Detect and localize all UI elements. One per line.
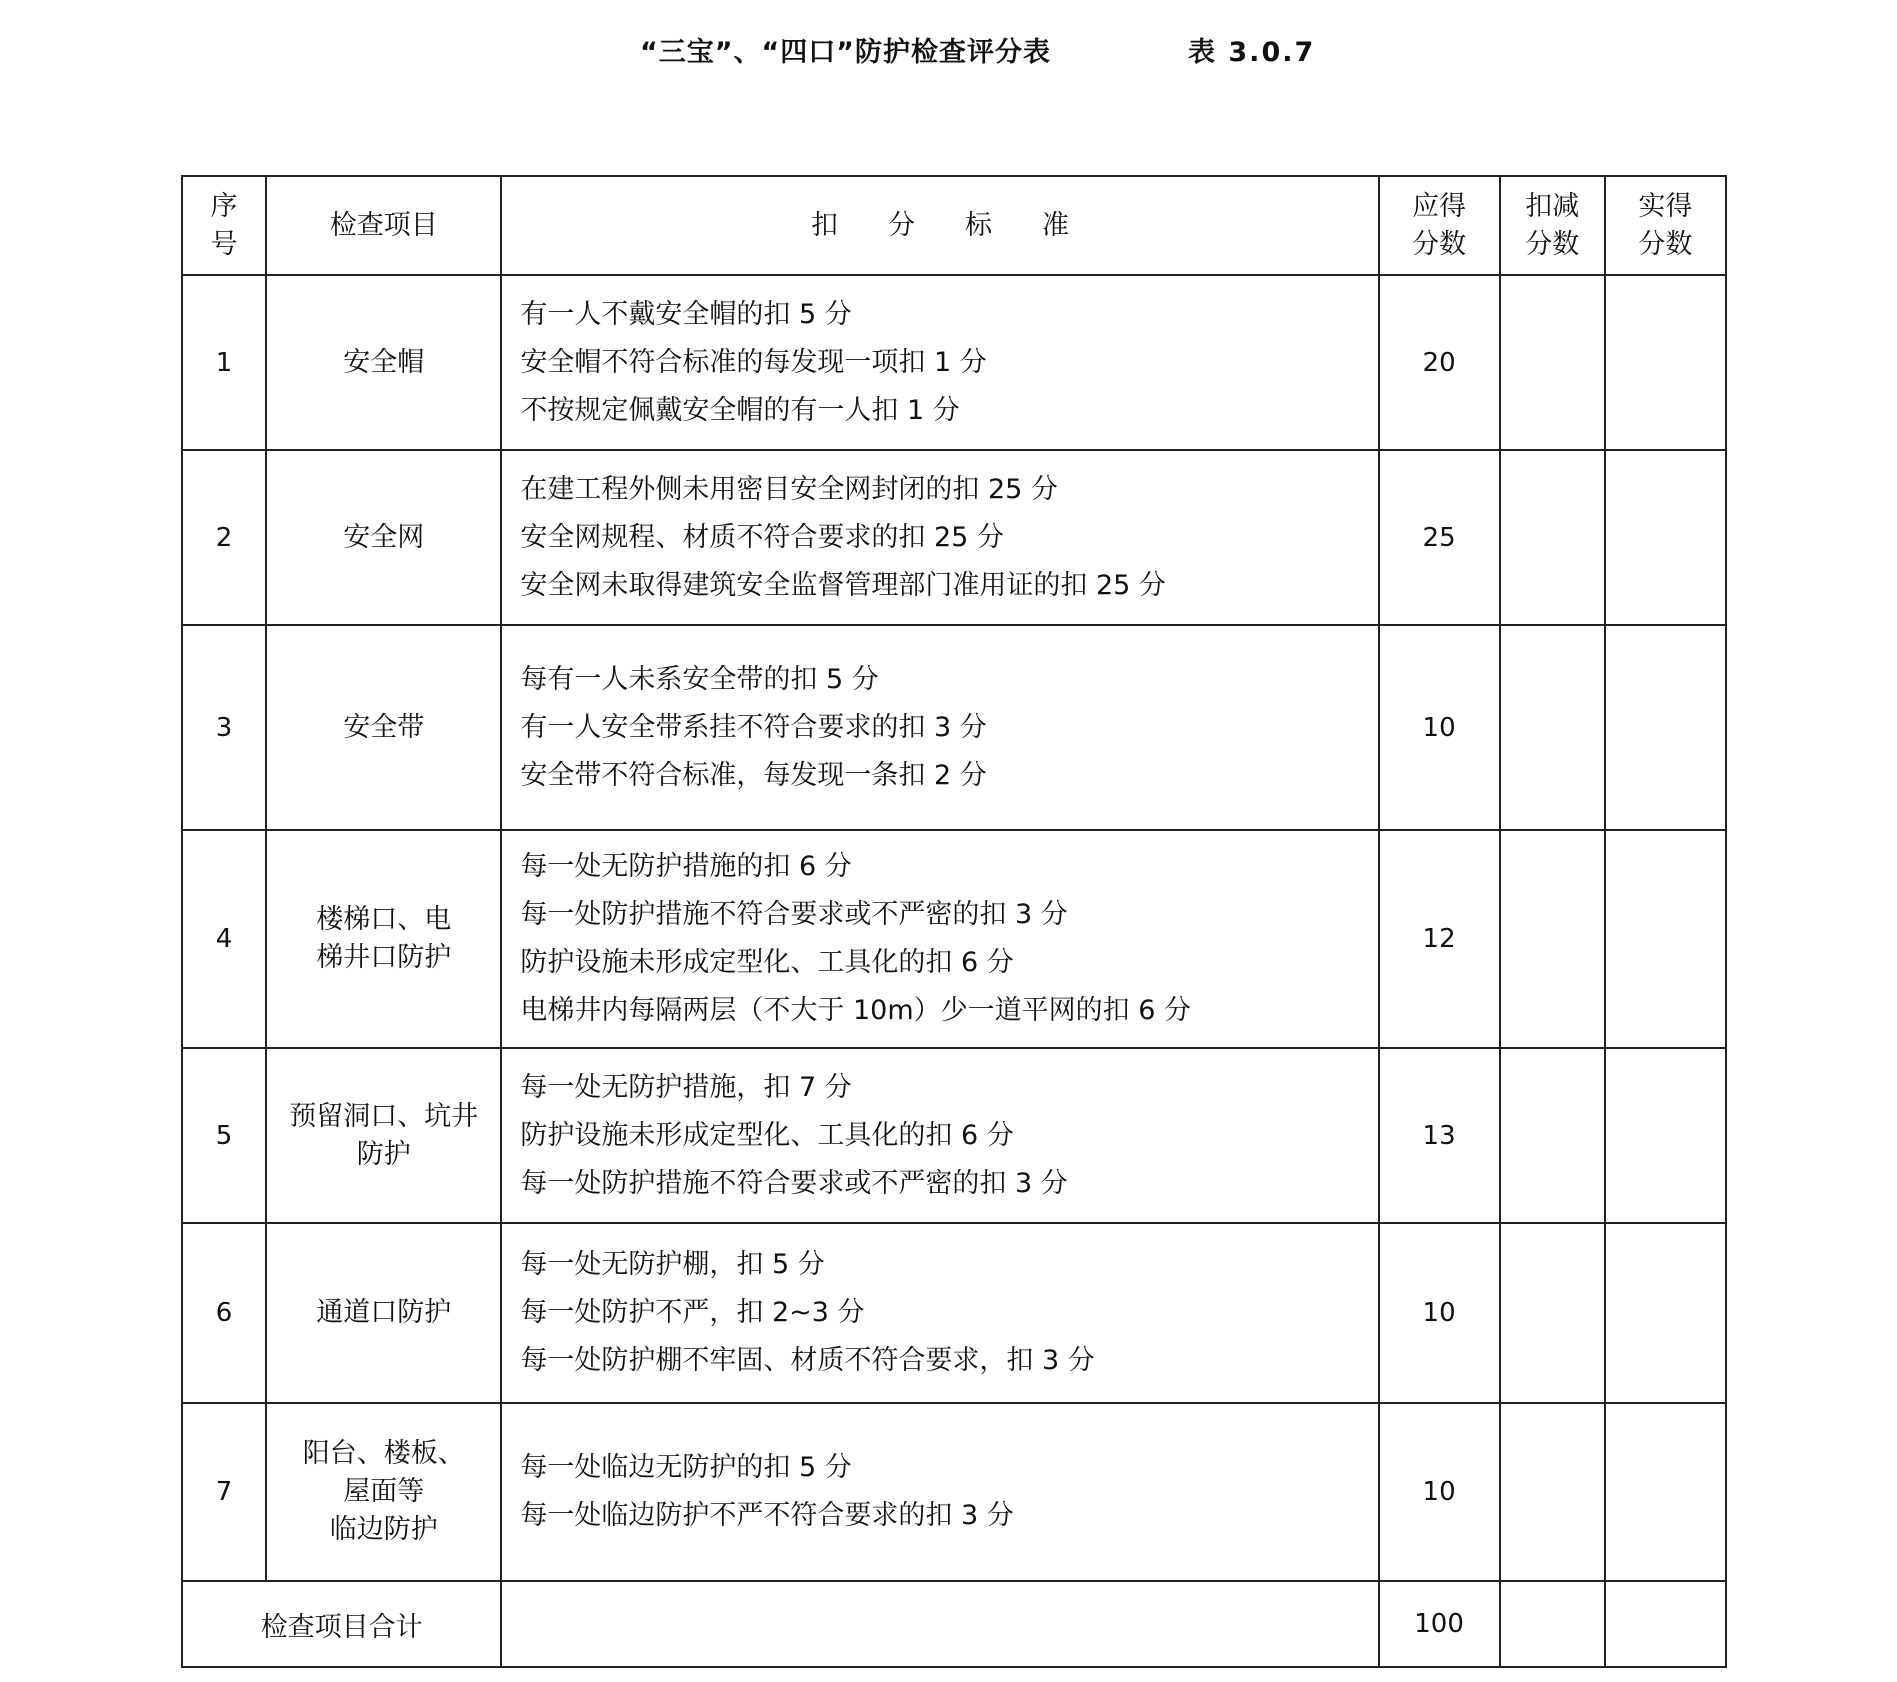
row-criteria bbox=[501, 275, 1378, 450]
row-criteria bbox=[501, 625, 1378, 830]
row-item-line: 临边防护 bbox=[329, 1514, 438, 1545]
criteria-line: 在建工程外侧未用密目安全网封闭的扣 25 分 bbox=[520, 473, 1058, 505]
row-seq: 4 bbox=[182, 830, 266, 1048]
criteria-line: 每一处防护棚不牢固、材质不符合要求，扣 3 分 bbox=[520, 1345, 1095, 1376]
criteria-line: 防护设施未形成定型化、工具化的扣 6 分 bbox=[520, 947, 1014, 978]
row-criteria bbox=[501, 830, 1378, 1048]
header-deducted-line: 分数 bbox=[1525, 228, 1580, 260]
header-actual bbox=[1605, 176, 1726, 275]
table-number: 表 3.0.7 bbox=[1188, 37, 1316, 68]
total-actual-cell[interactable] bbox=[1605, 1581, 1726, 1667]
table-header-row bbox=[182, 176, 1726, 275]
criteria-line: 每一处临边防护不严不符合要求的扣 3 分 bbox=[520, 1500, 1014, 1531]
row-item-line: 防护 bbox=[356, 1138, 411, 1170]
row-actual-cell[interactable] bbox=[1605, 830, 1726, 1048]
row-deducted-cell[interactable] bbox=[1500, 450, 1605, 625]
row-item bbox=[266, 275, 501, 450]
total-row bbox=[182, 1581, 1726, 1667]
row-item-line: 梯井口防护 bbox=[316, 942, 452, 973]
row-item bbox=[266, 830, 501, 1048]
row-item-line: 屋面等 bbox=[343, 1476, 425, 1507]
criteria-line: 每一处无防护措施，扣 7 分 bbox=[520, 1071, 852, 1103]
table-row bbox=[182, 450, 1726, 625]
row-item bbox=[266, 1403, 501, 1581]
row-item bbox=[266, 625, 501, 830]
criteria-line: 不按规定佩戴安全帽的有一人扣 1 分 bbox=[520, 394, 960, 426]
row-full-score: 10 bbox=[1379, 1403, 1500, 1581]
row-criteria bbox=[501, 1403, 1378, 1581]
total-label: 检查项目合计 bbox=[182, 1581, 501, 1667]
document-title: “三宝”、“四口”防护检查评分表 bbox=[640, 37, 1051, 68]
row-actual-cell[interactable] bbox=[1605, 275, 1726, 450]
row-deducted-cell[interactable] bbox=[1500, 1048, 1605, 1223]
row-actual-cell[interactable] bbox=[1605, 450, 1726, 625]
table-row bbox=[182, 830, 1726, 1048]
table-row bbox=[182, 1403, 1726, 1581]
header-full-score-line: 分数 bbox=[1412, 228, 1467, 260]
criteria-line: 每一处防护不严，扣 2~3 分 bbox=[520, 1297, 865, 1328]
criteria-line: 每一处无防护棚，扣 5 分 bbox=[520, 1249, 825, 1280]
row-actual-cell[interactable] bbox=[1605, 1223, 1726, 1403]
criteria-line: 防护设施未形成定型化、工具化的扣 6 分 bbox=[520, 1119, 1014, 1151]
row-actual-cell[interactable] bbox=[1605, 1403, 1726, 1581]
header-deducted-line: 扣减 bbox=[1525, 190, 1580, 222]
header-item: 检查项目 bbox=[266, 176, 501, 275]
row-seq: 6 bbox=[182, 1223, 266, 1403]
row-item-line: 楼梯口、电 bbox=[316, 904, 452, 935]
table-row bbox=[182, 1048, 1726, 1223]
header-seq bbox=[182, 176, 266, 275]
row-item bbox=[266, 1223, 501, 1403]
row-item-line: 阳台、楼板、 bbox=[302, 1438, 465, 1469]
row-seq: 2 bbox=[182, 450, 266, 625]
criteria-line: 每一处防护措施不符合要求或不严密的扣 3 分 bbox=[520, 899, 1068, 930]
criteria-line: 安全网未取得建筑安全监督管理部门准用证的扣 25 分 bbox=[520, 569, 1166, 601]
criteria-line: 有一人安全带系挂不符合要求的扣 3 分 bbox=[520, 711, 987, 743]
header-seq-line: 序 bbox=[210, 190, 238, 222]
criteria-line: 每一处无防护措施的扣 6 分 bbox=[520, 851, 852, 882]
header-full-score-line: 应得 bbox=[1412, 190, 1467, 222]
header-actual-line: 实得 bbox=[1638, 190, 1693, 222]
criteria-line: 安全网规程、材质不符合要求的扣 25 分 bbox=[520, 521, 1004, 553]
row-actual-cell[interactable] bbox=[1605, 625, 1726, 830]
row-criteria bbox=[501, 1223, 1378, 1403]
row-item-line: 安全带 bbox=[343, 711, 425, 743]
criteria-line: 有一人不戴安全帽的扣 5 分 bbox=[520, 298, 852, 330]
total-criteria bbox=[501, 1581, 1378, 1667]
criteria-line: 安全带不符合标准，每发现一条扣 2 分 bbox=[520, 759, 987, 791]
row-deducted-cell[interactable] bbox=[1500, 830, 1605, 1048]
row-item-line: 安全网 bbox=[343, 521, 425, 553]
row-criteria bbox=[501, 1048, 1378, 1223]
row-seq: 7 bbox=[182, 1403, 266, 1581]
row-actual-cell[interactable] bbox=[1605, 1048, 1726, 1223]
row-item-line: 通道口防护 bbox=[316, 1297, 452, 1328]
header-criteria-label: 扣分标准 bbox=[810, 209, 1119, 241]
criteria-line: 电梯井内每隔两层（不大于 10m）少一道平网的扣 6 分 bbox=[520, 995, 1191, 1026]
row-item bbox=[266, 450, 501, 625]
row-full-score: 20 bbox=[1379, 275, 1500, 450]
table-row bbox=[182, 625, 1726, 830]
header-criteria bbox=[501, 176, 1378, 275]
row-full-score: 12 bbox=[1379, 830, 1500, 1048]
row-deducted-cell[interactable] bbox=[1500, 1223, 1605, 1403]
table-row bbox=[182, 1223, 1726, 1403]
row-deducted-cell[interactable] bbox=[1500, 625, 1605, 830]
row-item-line: 安全帽 bbox=[343, 346, 425, 378]
row-seq: 3 bbox=[182, 625, 266, 830]
total-full-score: 100 bbox=[1379, 1581, 1500, 1667]
header-deducted bbox=[1500, 176, 1605, 275]
row-full-score: 25 bbox=[1379, 450, 1500, 625]
criteria-line: 每有一人未系安全带的扣 5 分 bbox=[520, 663, 879, 695]
criteria-line: 安全帽不符合标准的每发现一项扣 1 分 bbox=[520, 346, 987, 378]
criteria-line: 每一处临边无防护的扣 5 分 bbox=[520, 1452, 852, 1483]
table-row bbox=[182, 275, 1726, 450]
row-seq: 1 bbox=[182, 275, 266, 450]
row-full-score: 13 bbox=[1379, 1048, 1500, 1223]
row-deducted-cell[interactable] bbox=[1500, 275, 1605, 450]
row-item-line: 预留洞口、坑井 bbox=[289, 1100, 479, 1132]
row-item bbox=[266, 1048, 501, 1223]
header-seq-line: 号 bbox=[210, 228, 238, 260]
row-deducted-cell[interactable] bbox=[1500, 1403, 1605, 1581]
total-deducted-cell[interactable] bbox=[1500, 1581, 1605, 1667]
row-criteria bbox=[501, 450, 1378, 625]
row-full-score: 10 bbox=[1379, 625, 1500, 830]
score-table bbox=[181, 175, 1727, 1668]
header-actual-line: 分数 bbox=[1638, 228, 1693, 260]
row-full-score: 10 bbox=[1379, 1223, 1500, 1403]
header-full-score bbox=[1379, 176, 1500, 275]
row-seq: 5 bbox=[182, 1048, 266, 1223]
criteria-line: 每一处防护措施不符合要求或不严密的扣 3 分 bbox=[520, 1167, 1068, 1199]
